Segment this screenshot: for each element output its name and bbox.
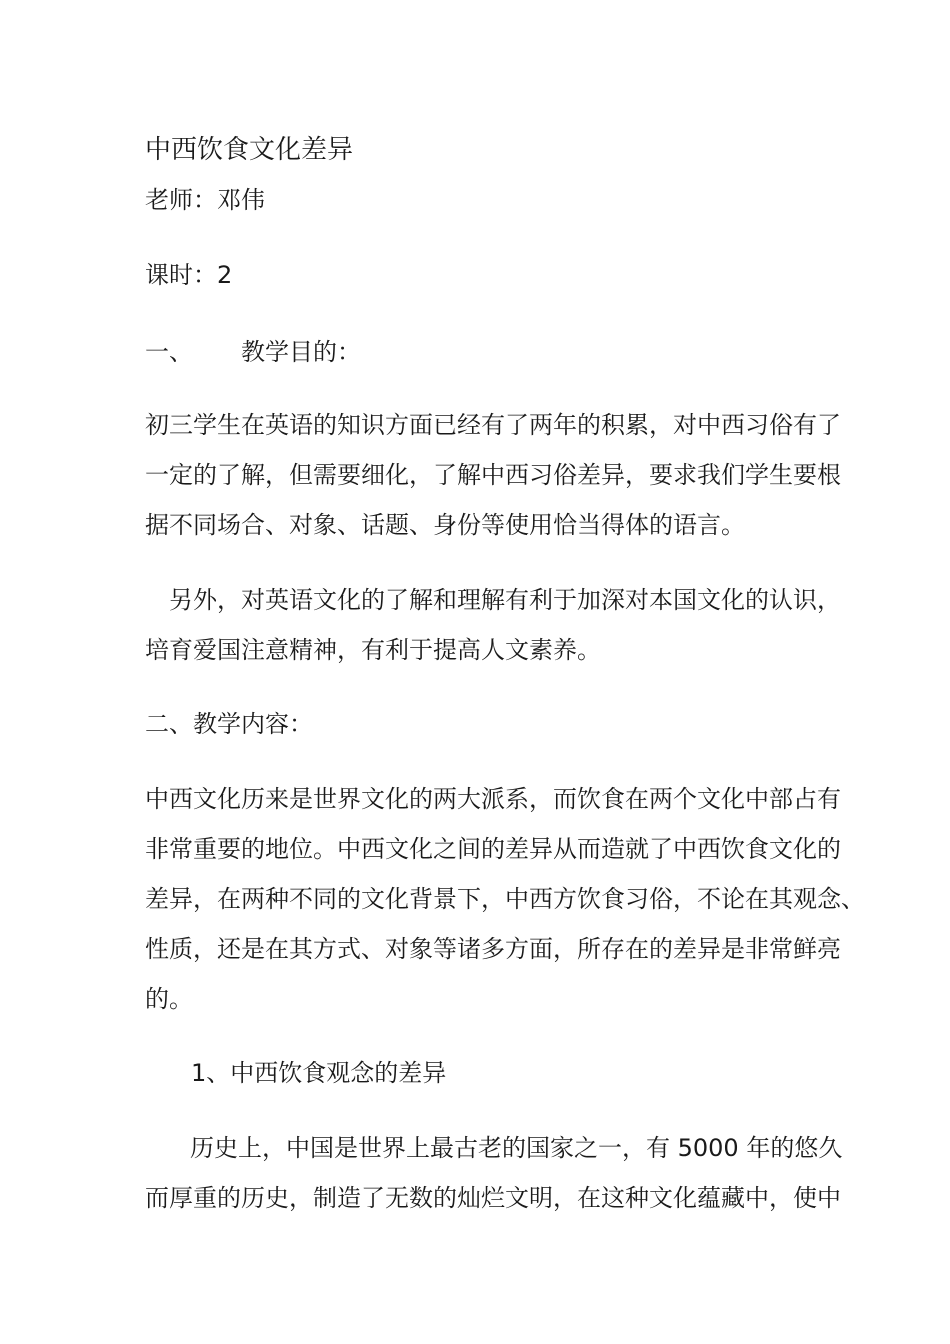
paragraph-4-line-1: 历史上，中国是世界上最古老的国家之一，有 5000 年的悠久 bbox=[190, 1134, 843, 1162]
paragraph-4-line-2: 而厚重的历史，制造了无数的灿烂文明，在这种文化蕴藏中，使中 bbox=[145, 1184, 841, 1212]
paragraph-3-line-5: 的。 bbox=[145, 985, 193, 1013]
teacher-line: 老师：邓伟 bbox=[145, 186, 265, 214]
paragraph-2-line-2: 培育爱国注意精神，有利于提高人文素养。 bbox=[145, 636, 601, 664]
paragraph-1-line-1: 初三学生在英语的知识方面已经有了两年的积累，对中西习俗有了 bbox=[145, 411, 841, 439]
subsection-1-heading: 1、中西饮食观念的差异 bbox=[191, 1059, 447, 1087]
section-2-heading: 二、教学内容： bbox=[145, 710, 313, 738]
class-hours-line: 课时：2 bbox=[145, 261, 233, 289]
paragraph-3-line-1: 中西文化历来是世界文化的两大派系，而饮食在两个文化中部占有 bbox=[145, 785, 841, 813]
paragraph-1-line-2: 一定的了解，但需要细化，了解中西习俗差异，要求我们学生要根 bbox=[145, 461, 841, 489]
document-title: 中西饮食文化差异 bbox=[145, 135, 354, 165]
section-1-title: 教学目的： bbox=[241, 338, 361, 366]
paragraph-3-line-4: 性质，还是在其方式、对象等诸多方面，所存在的差异是非常鲜亮 bbox=[145, 935, 841, 963]
paragraph-1-line-3: 据不同场合、对象、话题、身份等使用恰当得体的语言。 bbox=[145, 511, 745, 539]
paragraph-3-line-3: 差异，在两种不同的文化背景下，中西方饮食习俗，不论在其观念、 bbox=[145, 885, 865, 913]
paragraph-2-line-1: 另外，对英语文化的了解和理解有利于加深对本国文化的认识， bbox=[169, 586, 841, 614]
section-1-number: 一、 bbox=[145, 338, 193, 366]
paragraph-3-line-2: 非常重要的地位。中西文化之间的差异从而造就了中西饮食文化的 bbox=[145, 835, 841, 863]
